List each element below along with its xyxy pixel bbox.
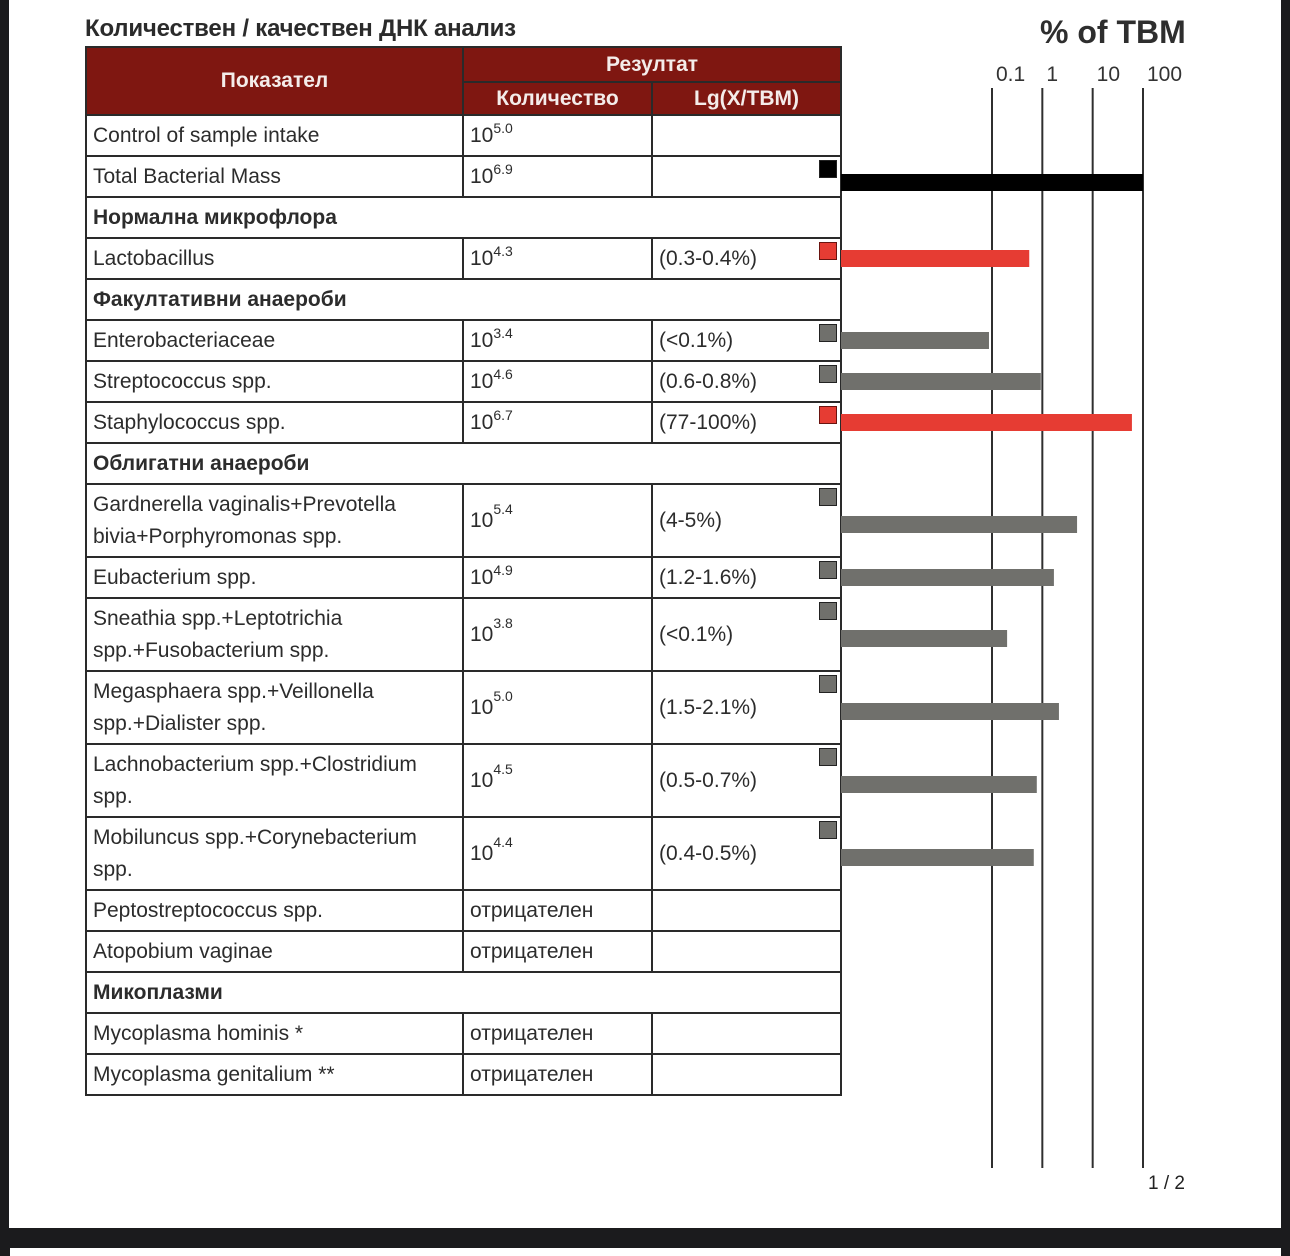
lg-cell — [652, 931, 841, 972]
quantity-cell — [463, 484, 652, 557]
quantity-exponent: 4.6 — [493, 365, 513, 382]
legend-square-icon — [819, 821, 837, 839]
indicator-cell — [86, 402, 463, 443]
table-row — [86, 156, 841, 197]
table-row — [86, 402, 841, 443]
quantity-exponent: 4.9 — [493, 561, 513, 578]
indicator-name: Streptococcus spp. — [93, 369, 272, 393]
quantity-base: 10 — [470, 565, 494, 589]
indicator-cell — [86, 361, 463, 402]
section-title: Микоплазми — [86, 972, 841, 1013]
section-row — [86, 279, 841, 320]
legend-square-icon — [819, 365, 837, 383]
lg-cell — [652, 156, 841, 197]
lg-value: (4-5%) — [659, 508, 723, 532]
legend-square-icon — [819, 324, 837, 342]
indicator-name: Lachnobacterium spp.+Clostridium — [93, 752, 417, 776]
lg-cell — [652, 402, 841, 443]
table-row — [86, 115, 841, 156]
lg-cell — [652, 484, 841, 557]
quantity-exponent: 4.4 — [493, 833, 513, 850]
indicator-name: Mycoplasma genitalium ** — [93, 1062, 335, 1086]
quantity-base: 10 — [470, 508, 494, 532]
quantity-text: отрицателен — [470, 939, 594, 963]
indicator-name-cont: spp. — [93, 857, 133, 881]
lg-cell — [652, 890, 841, 931]
indicator-cell — [86, 744, 463, 817]
quantity-exponent: 5.4 — [493, 500, 513, 517]
next-page-edge — [10, 1248, 1281, 1256]
lg-cell — [652, 1054, 841, 1095]
section-title: Факултативни анаероби — [86, 279, 841, 320]
lg-cell — [652, 817, 841, 890]
quantity-cell — [463, 744, 652, 817]
quantity-base: 10 — [470, 768, 494, 792]
indicator-name-cont: spp.+Fusobacterium spp. — [93, 638, 330, 662]
lg-cell — [652, 361, 841, 402]
indicator-cell — [86, 1054, 463, 1095]
indicator-cell — [86, 484, 463, 557]
indicator-cell — [86, 1013, 463, 1054]
indicator-name-cont: spp. — [93, 784, 133, 808]
indicator-name: Total Bacterial Mass — [93, 164, 281, 188]
quantity-exponent: 5.0 — [493, 687, 513, 704]
lg-cell — [652, 238, 841, 279]
quantity-cell — [463, 361, 652, 402]
table-row — [86, 890, 841, 931]
tick-label: 100 — [1147, 63, 1183, 86]
table-row — [86, 1054, 841, 1095]
section-title: Облигатни анаероби — [86, 443, 841, 484]
indicator-cell — [86, 598, 463, 671]
quantity-base: 10 — [470, 164, 494, 188]
lg-value: (77-100%) — [659, 410, 758, 434]
tick-label: 10 — [1096, 63, 1121, 86]
lg-cell — [652, 557, 841, 598]
indicator-cell — [86, 156, 463, 197]
indicator-cell — [86, 817, 463, 890]
legend-square-icon — [819, 675, 837, 693]
quantity-exponent: 5.0 — [493, 119, 513, 136]
lg-value: (1.5-2.1%) — [659, 695, 758, 719]
lg-cell — [652, 1013, 841, 1054]
legend-square-icon — [819, 242, 837, 260]
indicator-name: Control of sample intake — [93, 123, 320, 147]
lg-value: (0.5-0.7%) — [659, 768, 758, 792]
quantity-base: 10 — [470, 622, 494, 646]
quantity-exponent: 3.8 — [493, 614, 513, 631]
quantity-cell — [463, 890, 652, 931]
quantity-exponent: 4.5 — [493, 760, 513, 777]
lg-cell — [652, 598, 841, 671]
quantity-base: 10 — [470, 246, 494, 270]
table-row — [86, 744, 841, 817]
indicator-cell — [86, 238, 463, 279]
indicator-name: Atopobium vaginae — [93, 939, 273, 963]
table-row — [86, 1013, 841, 1054]
quantity-cell — [463, 817, 652, 890]
quantity-text: отрицателен — [470, 1021, 594, 1045]
legend-square-icon — [819, 748, 837, 766]
quantity-base: 10 — [470, 123, 494, 147]
report-title: Количествен / качествен ДНК анализ — [85, 15, 516, 42]
lg-value: (<0.1%) — [659, 622, 734, 646]
lg-cell — [652, 115, 841, 156]
quantity-exponent: 4.3 — [493, 242, 513, 259]
indicator-cell — [86, 115, 463, 156]
header-result: Резултат — [463, 47, 841, 82]
quantity-text: отрицателен — [470, 1062, 594, 1086]
table-row — [86, 598, 841, 671]
quantity-cell — [463, 115, 652, 156]
table-row — [86, 817, 841, 890]
quantity-cell — [463, 402, 652, 443]
quantity-text: отрицателен — [470, 898, 594, 922]
table-row — [86, 320, 841, 361]
header-indicator: Показател — [86, 47, 463, 115]
chart-title: % of TBM — [1040, 14, 1186, 50]
quantity-exponent: 3.4 — [493, 324, 513, 341]
indicator-name: Mycoplasma hominis * — [93, 1021, 304, 1045]
quantity-exponent: 6.7 — [493, 406, 513, 423]
lg-value: (0.6-0.8%) — [659, 369, 758, 393]
quantity-cell — [463, 156, 652, 197]
section-row — [86, 197, 841, 238]
quantity-base: 10 — [470, 695, 494, 719]
quantity-cell — [463, 1054, 652, 1095]
indicator-name: Gardnerella vaginalis+Prevotella — [93, 492, 396, 516]
indicator-cell — [86, 671, 463, 744]
indicator-cell — [86, 931, 463, 972]
quantity-cell — [463, 238, 652, 279]
lg-cell — [652, 744, 841, 817]
quantity-cell — [463, 320, 652, 361]
indicator-cell — [86, 890, 463, 931]
indicator-name: Megasphaera spp.+Veillonella — [93, 679, 374, 703]
indicator-cell — [86, 557, 463, 598]
quantity-base: 10 — [470, 328, 494, 352]
quantity-base: 10 — [470, 369, 494, 393]
indicator-name: Peptostreptococcus spp. — [93, 898, 323, 922]
table-row — [86, 238, 841, 279]
tick-label: 0.1 — [996, 63, 1026, 86]
lg-value: (0.4-0.5%) — [659, 841, 758, 865]
quantity-cell — [463, 1013, 652, 1054]
indicator-name: Sneathia spp.+Leptotrichia — [93, 606, 343, 630]
quantity-cell — [463, 598, 652, 671]
table-row — [86, 931, 841, 972]
quantity-exponent: 6.9 — [493, 160, 513, 177]
dna-analysis-table — [85, 46, 842, 1096]
indicator-name: Enterobacteriaceae — [93, 328, 276, 352]
lg-value: (1.2-1.6%) — [659, 565, 758, 589]
legend-square-icon — [819, 561, 837, 579]
indicator-name: Staphylococcus spp. — [93, 410, 286, 434]
lg-cell — [652, 320, 841, 361]
indicator-name: Lactobacillus — [93, 246, 215, 270]
lg-cell — [652, 671, 841, 744]
quantity-cell — [463, 671, 652, 744]
legend-square-icon — [819, 488, 837, 506]
indicator-name: Mobiluncus spp.+Corynebacterium — [93, 825, 417, 849]
table-row — [86, 361, 841, 402]
indicator-cell — [86, 320, 463, 361]
header-quantity: Количество — [463, 82, 652, 115]
table-row — [86, 557, 841, 598]
table-row — [86, 484, 841, 557]
tick-label: 1 — [1046, 63, 1059, 86]
page-number: 1 / 2 — [1148, 1173, 1185, 1194]
legend-square-icon — [819, 160, 837, 178]
section-title: Нормална микрофлора — [86, 197, 841, 238]
table-body — [86, 115, 841, 1095]
quantity-base: 10 — [470, 841, 494, 865]
section-row — [86, 972, 841, 1013]
lg-value: (<0.1%) — [659, 328, 734, 352]
legend-square-icon — [819, 406, 837, 424]
section-row — [86, 443, 841, 484]
quantity-base: 10 — [470, 410, 494, 434]
quantity-cell — [463, 931, 652, 972]
lg-value: (0.3-0.4%) — [659, 246, 758, 270]
indicator-name-cont: spp.+Dialister spp. — [93, 711, 267, 735]
indicator-name-cont: bivia+Porphyromonas spp. — [93, 524, 343, 548]
header-lg: Lg(X/TBM) — [652, 82, 841, 115]
table-row — [86, 671, 841, 744]
indicator-name: Eubacterium spp. — [93, 565, 257, 589]
quantity-cell — [463, 557, 652, 598]
legend-square-icon — [819, 602, 837, 620]
